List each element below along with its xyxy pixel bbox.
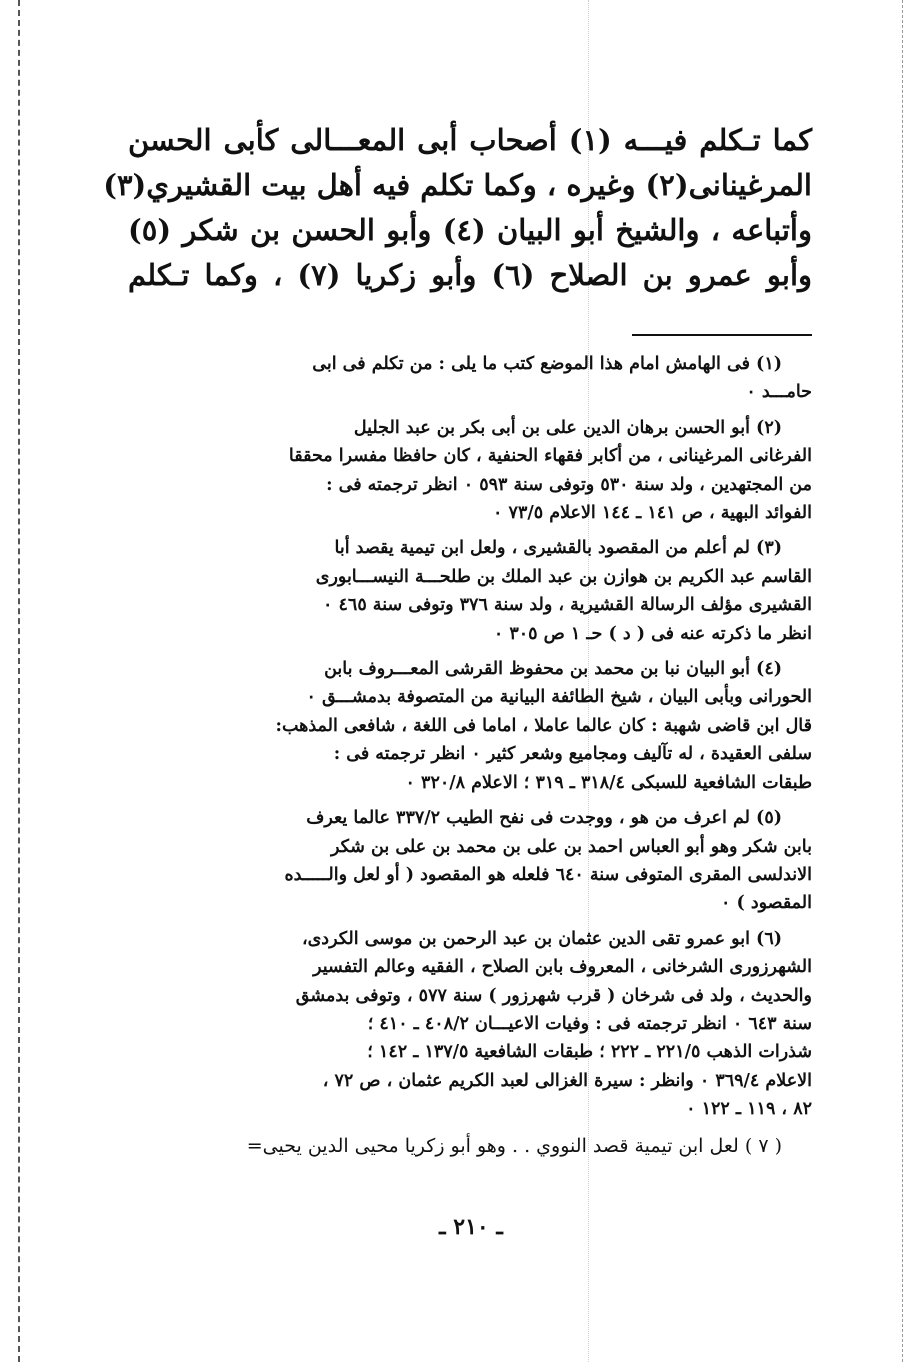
footnote-line: (٤) أبو البيان نبا بن محمد بن محفوظ القرشى المعـــروف بابن: [324, 659, 782, 680]
footnote-separator: [632, 334, 812, 336]
footnote-line: قال ابن قاضى شهبة : كان عالما عاملا ، اماما فى اللغة ، شافعى المذهب:: [275, 715, 812, 736]
footnote-line: (٦) ابو عمرو تقى الدين عثمان بن عبد الرحمن بن موسى الكردى،: [301, 928, 782, 949]
footnote-line: شذرات الذهب ٢٢١/٥ ـ ٢٢٢ ؛ طبقات الشافعية ١٣٧/٥ ـ ١٤٢ ؛: [367, 1042, 812, 1063]
footnote-line: (٣) لم أعلم من المقصود بالقشيرى ، ولعل ابن تيمية يقصد أبا: [334, 538, 782, 559]
footnote-line: (٢) أبو الحسن برهان الدين على بن أبى بكر بن عبد الجليل: [353, 417, 782, 438]
main-text-line: وأتباعه ، والشيخ أبو البيان (٤) وأبو الحسن بن شكر (٥): [128, 213, 812, 247]
footnote-4: [128, 655, 812, 797]
page-content: [103, 118, 813, 1168]
footnote-5: [128, 804, 812, 918]
footnote-line: القشيرى مؤلف الرسالة القشيرية ، ولد سنة ٣٧٦ وتوفى سنة ٤٦٥ ٠: [323, 595, 812, 616]
footnote-line: الاعلام ٣٦٩/٤ ٠ وانظر : سيرة الغزالى لعبد الكريم عثمان ، ص ٧٢ ،: [322, 1070, 812, 1091]
main-text-line: المرغينانى(٢) وغيره ، وكما تكلم فيه أهل بيت القشيري(٣): [103, 168, 812, 202]
footnote-line: سنة ٦٤٣ ٠ انظر ترجمته فى : وفيات الاعيـــان ٤٠٨/٢ ـ ٤١٠ ؛: [367, 1013, 812, 1034]
footnote-line: الحورانى وبأبى البيان ، شيخ الطائفة البيانية من المتصوفة بدمشـــق ٠: [306, 687, 812, 708]
footnote-6: [128, 925, 812, 1124]
footnote-line: القاسم عبد الكريم بن هوازن بن عبد الملك بن طلحـــة النيســـابورى: [315, 566, 812, 587]
footnote-line: من المجتهدين ، ولد سنة ٥٣٠ وتوفى سنة ٥٩٣ ٠ انظر ترجمته فى :: [326, 474, 812, 495]
footnote-line: الفوائد البهية ، ص ١٤١ ـ ١٤٤ الاعلام ٧٣/٥ ٠: [493, 503, 812, 524]
footnote-line: الاندلسى المقرى المتوفى سنة ٦٤٠ فلعله هو المقصود ( أو لعل والـــــده: [284, 864, 812, 885]
main-text-line: كما تـكلم فيـــه (١) أصحاب أبى المعـــالى كأبى الحسن: [128, 123, 812, 157]
footnote-line: والحديث ، ولد فى شرخان ( قرب شهرزور ) سنة ٥٧٧ ، وتوفى بدمشق: [295, 985, 812, 1006]
footnote-line: طبقات الشافعية للسبكى ٣١٨/٤ ـ ٣١٩ ؛ الاعلام ٣٢٠/٨ ٠: [405, 772, 812, 793]
main-text-line: وأبو عمرو بن الصلاح (٦) وأبو زكريا (٧) ، وكما تـكلم: [128, 258, 813, 292]
footnote-line: الفرغانى المرغينانى ، من أكابر فقهاء الحنفية ، كان حافظا مفسرا محققا: [288, 446, 812, 467]
footnote-line: حامـــد ٠: [746, 382, 812, 403]
footnote-line: المقصود ) ٠: [720, 893, 812, 914]
footnote-line: بابن شكر وهو أبو العباس احمد بن على بن محمد بن على بن شكر: [330, 836, 812, 857]
footnote-line: سلفى العقيدة ، له تآليف ومجاميع وشعر كثير ٠ انظر ترجمته فى :: [333, 744, 812, 765]
footnote-1: [128, 350, 812, 407]
main-text: [103, 118, 813, 298]
footnote-2: [128, 414, 812, 528]
footnote-line: (١) فى الهامش امام هذا الموضع كتب ما يلى : من تكلم فى ابى: [312, 354, 782, 374]
footnote-3: [128, 534, 812, 648]
footnote-line: (٥) لم اعرف من هو ، ووجدت فى نفح الطيب ٣٣٧/٢ عالما يعرف: [306, 808, 782, 829]
footnote-line: الشهرزورى الشرخانى ، المعروف بابن الصلاح ، الفقيه وعالم التفسير: [313, 957, 812, 978]
footnote-line: انظر ما ذكرته عنه فى ( د ) حـ ١ ص ٣٠٥ ٠: [493, 623, 812, 644]
footnote-7: [128, 1131, 812, 1161]
page-number: ـ ٢١٠ ـ: [439, 1214, 503, 1240]
scan-right-edge: [902, 0, 903, 1362]
footnote-line: ( ٧ ) لعل ابن تيمية قصد النووي . . وهو أبو زكريا محيى الدين يحيى=: [246, 1134, 782, 1157]
footnote-line: ٨٢ ، ١١٩ ـ ١٢٢ ٠: [686, 1099, 812, 1120]
scan-left-edge: [18, 0, 20, 1362]
